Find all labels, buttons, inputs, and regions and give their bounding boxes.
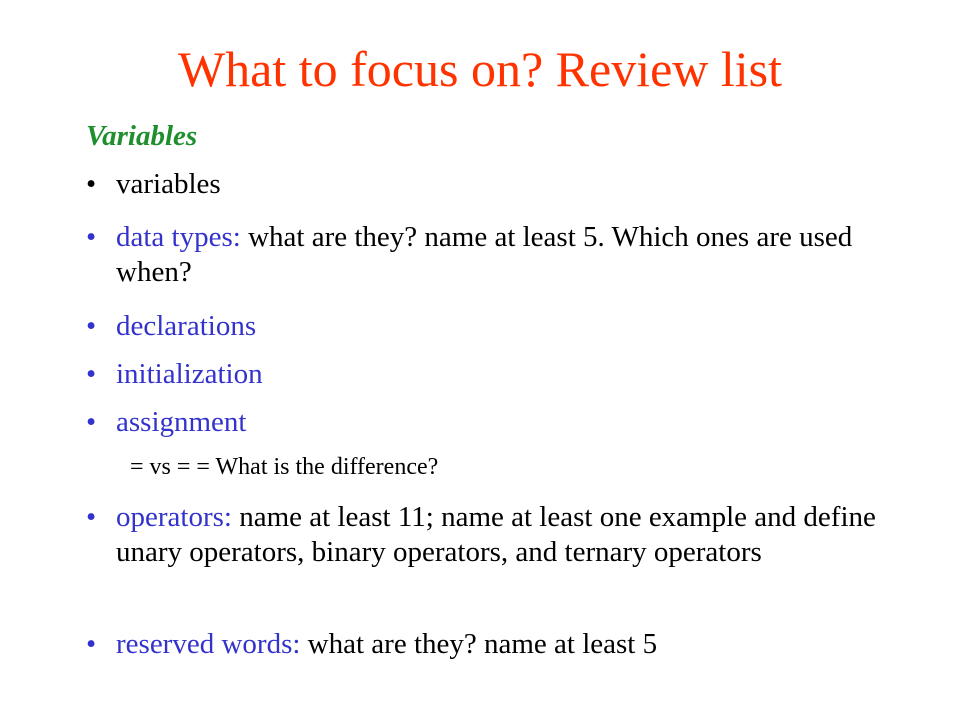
bullet-text <box>116 220 876 290</box>
bullet-description: variables <box>116 168 221 200</box>
bullet-reserved-words <box>86 627 906 662</box>
bullet-keyword: initialization <box>116 358 263 390</box>
bullet-text <box>116 405 876 440</box>
bullet-dot-icon: • <box>86 358 97 390</box>
bullet-keyword: data types: <box>116 221 241 253</box>
bullet-dot-icon: • <box>86 168 97 200</box>
bullet-assignment <box>86 405 906 440</box>
bullet-description: name at least 11; name at least one example and define unary operators, binary operators, and ternary operators <box>116 501 876 568</box>
bullet-dot-icon: • <box>86 406 97 438</box>
bullet-dot-icon: • <box>86 501 97 533</box>
assignment-sub-item: = vs = = What is the difference? <box>130 454 439 480</box>
bullet-description: what are they? name at least 5 <box>300 628 658 660</box>
bullet-dot-icon: • <box>86 628 97 660</box>
bullet-keyword: operators: <box>116 501 232 533</box>
bullet-description: what are they? name at least 5. Which ones are used when? <box>116 221 853 288</box>
bullet-keyword: declarations <box>116 310 257 342</box>
section-heading: Variables <box>86 120 198 152</box>
bullet-text <box>116 500 876 570</box>
bullet-keyword: assignment <box>116 406 247 438</box>
bullet-keyword: reserved words: <box>116 628 301 660</box>
bullet-text <box>116 627 876 662</box>
bullet-declarations <box>86 309 906 344</box>
bullet-data-types <box>86 220 906 290</box>
bullet-text <box>116 357 876 392</box>
bullet-dot-icon: • <box>86 310 97 342</box>
bullet-text <box>116 167 876 202</box>
bullet-initialization <box>86 357 906 392</box>
bullet-variables <box>86 167 906 202</box>
bullet-text <box>116 309 876 344</box>
bullet-operators <box>86 500 906 570</box>
bullet-dot-icon: • <box>86 221 97 253</box>
slide-title: What to focus on? Review list <box>177 41 783 97</box>
